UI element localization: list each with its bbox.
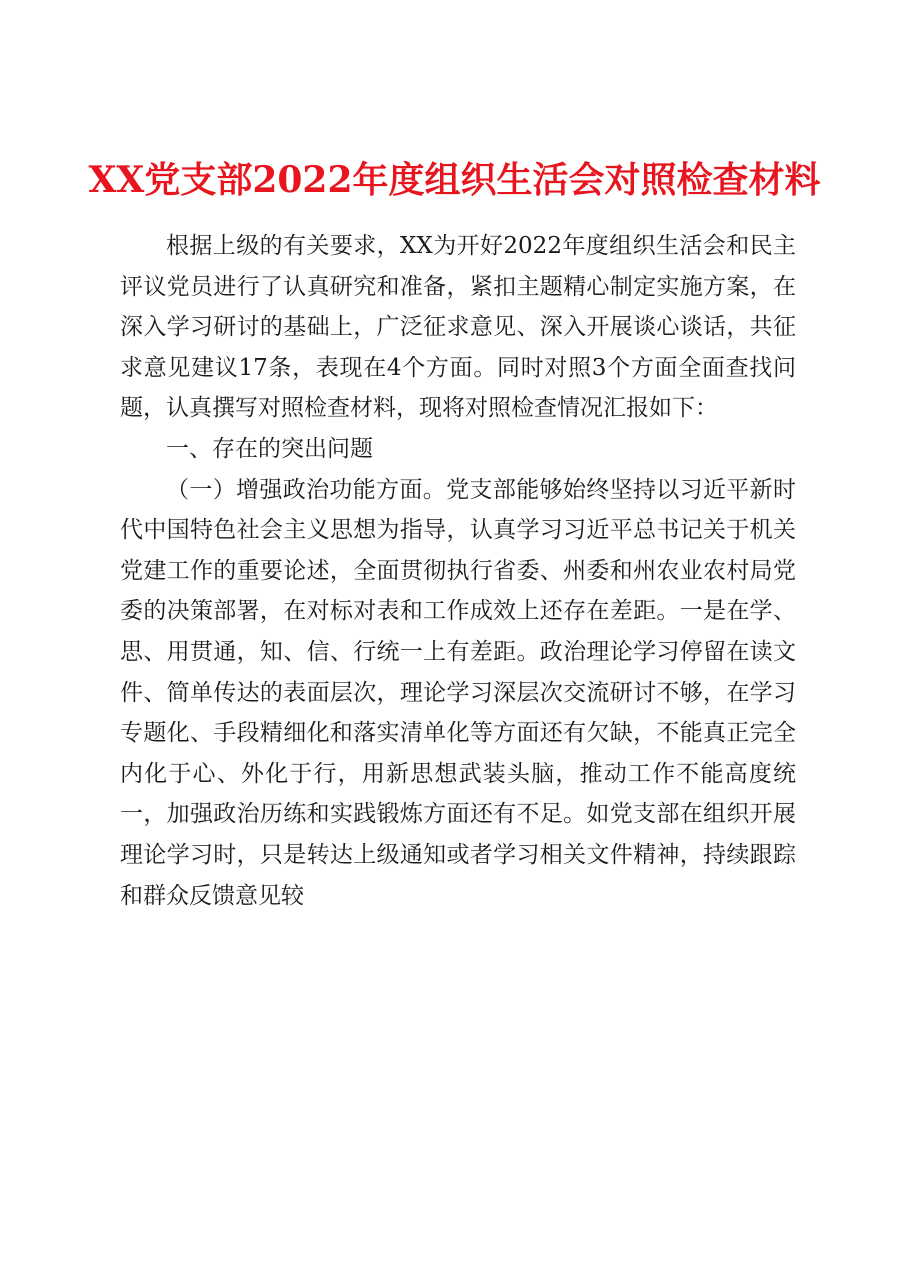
- document-body: [120, 226, 796, 916]
- section-paragraph: （一）增强政治功能方面。党支部能够始终坚持以习近平新时代中国特色社会主义思想为指导，认真学习习近平总书记关于机关党建工作的重要论述，全面贯彻执行省委、州委和州农业农村局党委的决策部署，在对标对表和工作成效上还存在差距。一是在学、思、用贯通，知、信、行统一上有差距。政治理论学习停留在读文件、简单传达的表面层次，理论学习深层次交流研讨不够，在学习专题化、手段精细化和落实清单化等方面还有欠缺，不能真正完全内化于心、外化于行，用新思想武装头脑，推动工作不能高度统一，加强政治历练和实践锻炼方面还有不足。如党支部在组织开展理论学习时，只是转达上级通知或者学习相关文件精神，持续跟踪和群众反馈意见较: [120, 476, 796, 909]
- document-title: XX党支部2022年度组织生活会对照检查材料: [88, 159, 821, 201]
- section-heading: 一、存在的突出问题: [166, 435, 373, 462]
- intro-paragraph: 根据上级的有关要求，XX为开好2022年度组织生活会和民主评议党员进行了认真研究和准备，紧扣主题精心制定实施方案，在深入学习研讨的基础上，广泛征求意见、深入开展谈心谈话，共征求意见建议17条，表现在4个方面。同时对照3个方面全面查找问题，认真撰写对照检查材料，现将对照检查情况汇报如下：: [120, 233, 796, 422]
